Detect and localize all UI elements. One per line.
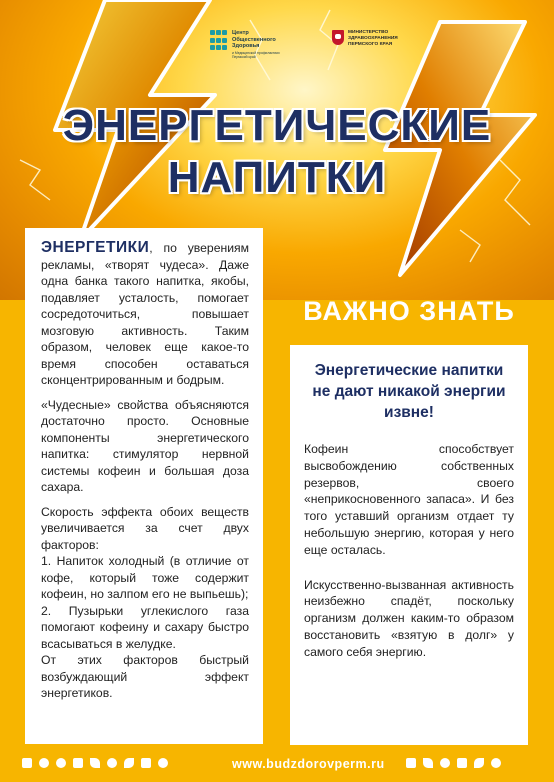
info-card-left [25, 228, 263, 744]
square-icon [406, 758, 416, 768]
logo-center-line2: Общественного [232, 36, 276, 43]
left-paragraph-6: От этих факторов быстрый возбуждающий эффект энергетиков. [41, 653, 249, 700]
left-list-item-1: 1. Напиток холодный (в отличие от кофе, который тоже содержит кофеин, но залпом его не выпьешь); [41, 554, 249, 601]
square-icon [141, 758, 151, 768]
circle-icon [440, 758, 450, 768]
circle-icon [39, 758, 49, 768]
leaf-icon [90, 758, 100, 768]
lead-rest: , по уверениям рекламы, «творят чудеса». Даже одна банка такого напитка, якобы, подавляет усталость, помогает сосредоточиться, повышает мозговую активность. Таким образом, человек еще какое-то время способен оставаться сконцентрированным и бодрым. [41, 241, 249, 387]
right-paragraph-2: Искусственно-вызванная активность неизбежно спадёт, поскольку организм должен каким-то образом восстановить «взятую в долг» у самого себя энергию. [304, 577, 514, 659]
circle-icon [107, 758, 117, 768]
footer-shapes-left [22, 758, 168, 768]
footer [0, 752, 554, 776]
logo-center-line1: Центр [232, 30, 249, 36]
logo-center-sub: и Медицинской профилактики Пермский край [232, 50, 280, 59]
public-health-center-logo [210, 30, 292, 59]
logo-ministry-line3: ПЕРМСКОГО КРАЯ [348, 41, 393, 47]
left-paragraph-3: Скорость эффекта обоих веществ увеличивается за счет двух факторов: [41, 504, 249, 552]
square-icon [73, 758, 83, 768]
footer-url-link[interactable]: www.budzdorovperm.ru [232, 757, 385, 771]
logo-ministry-line1: МИНИСТЕРСТВО [348, 30, 389, 35]
right-headline: Энергетические напитки не дают никакой энергии извне! [312, 362, 506, 421]
left-paragraph-2: «Чудесные» свойства объясняются достаточно просто. Основные компоненты энергетического напитка: стимулятор нервной системы кофеин и большая доза сахара. [41, 397, 249, 494]
circle-icon [158, 758, 168, 768]
logo-center-line3: Здоровья [232, 43, 260, 49]
right-paragraph-1: Кофеин способствует высвобождению собственных резервов, своего «неприкосновенного запаса». И без того уставший организм отдает ту небольшую энергию, которая у него еще осталась. [304, 442, 514, 557]
health-center-mark-icon [210, 30, 228, 52]
perm-coat-of-arms-icon [332, 30, 344, 45]
footer-shapes-right [406, 758, 501, 768]
square-icon [457, 758, 467, 768]
info-card-right [290, 345, 528, 745]
circle-icon [56, 758, 66, 768]
page-title [0, 100, 554, 204]
title-line1: ЭНЕРГЕТИЧЕСКИЕ [62, 101, 492, 150]
left-paragraph-1 [41, 240, 249, 389]
ministry-logo [332, 30, 408, 47]
section-title: ВАЖНО ЗНАТЬ [303, 296, 515, 326]
square-icon [22, 758, 32, 768]
circle-icon [491, 758, 501, 768]
leaf-icon [124, 758, 134, 768]
leaf-icon [474, 758, 484, 768]
title-line2: НАПИТКИ [167, 153, 387, 202]
leaf-icon [423, 758, 433, 768]
left-list-item-2: 2. Пузырьки углекислого газа помогают кофеину и сахару быстро всасываться в желудке. [41, 603, 249, 651]
lead-bold: ЭНЕРГЕТИКИ [41, 239, 150, 256]
logo-ministry-line2: ЗДРАВООХРАНЕНИЯ [348, 35, 398, 41]
